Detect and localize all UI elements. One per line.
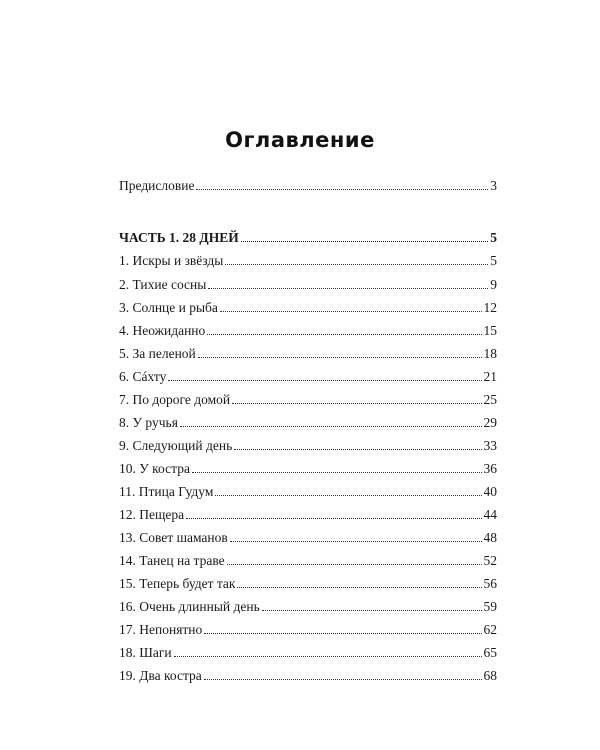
dot-leader [232,403,481,404]
toc-entry-label: 5. За пеленой [119,346,196,361]
dot-leader [168,380,481,381]
toc-entry-page-number: 56 [483,576,497,591]
toc-entry [119,528,497,546]
toc-entry-label: 15. Теперь будет так [119,576,236,591]
toc-entry [119,251,497,269]
dot-leader [225,264,488,265]
toc-entry-label: 4. Неожиданно [119,323,206,338]
toc-entry-page-number: 5 [490,253,497,268]
toc-entry-page-number: 65 [483,645,497,660]
page-title: Оглавление [225,128,375,152]
dot-leader [227,564,482,565]
dot-leader [208,288,488,289]
dot-leader [220,311,482,312]
toc-entry [119,666,497,684]
toc-entry-page-number: 68 [483,668,497,683]
toc-entry [119,321,497,339]
toc-entry [119,597,497,615]
dot-leader [186,518,481,519]
toc-entry-page-number: 52 [483,553,497,568]
toc-entry-label: 8. У ручья [119,415,178,430]
toc-entry-label: 17. Непонятно [119,622,203,637]
dot-leader [196,189,488,190]
dot-leader [204,679,482,680]
toc-entry [119,344,497,362]
toc-entry-page-number: 48 [483,530,497,545]
dot-leader [204,633,481,634]
dot-leader [230,541,482,542]
toc-entry [119,551,497,569]
toc-entry-label: ЧАСТЬ 1. 28 ДНЕЙ [119,230,239,245]
dot-leader [262,610,482,611]
dot-leader [192,472,482,473]
toc-entry-label: 3. Солнце и рыба [119,300,218,315]
toc-entry [119,436,497,454]
dot-leader [237,587,481,588]
dot-leader [174,656,482,657]
toc-entry [119,390,497,408]
toc-part-heading [119,228,497,246]
toc-entry [119,459,497,477]
toc-entry-label: 2. Тихие сосны [119,277,207,292]
toc-entry [119,643,497,661]
toc-entry [119,176,497,194]
dot-leader [198,357,482,358]
toc-entry-label: 12. Пещера [119,507,185,522]
toc-entry-label: 14. Танец на траве [119,553,225,568]
toc-entry-page-number: 33 [483,438,497,453]
toc-entry-page-number: 5 [490,230,497,245]
toc-entry-label: 11. Птица Гудум [119,484,214,499]
dot-leader [234,449,481,450]
dot-leader [207,334,481,335]
toc-entry-label: 6. Сáхту [119,369,167,384]
toc-entry-page-number: 59 [483,599,497,614]
toc-entry-page-number: 21 [483,369,497,384]
toc-entry-label: 9. Следующий день [119,438,233,453]
toc-entry [119,367,497,385]
toc-entry-label: Предисловие [119,178,195,193]
toc-entry-label: 18. Шаги [119,645,172,660]
toc-entry-page-number: 3 [490,178,497,193]
toc-entry-label: 19. Два костра [119,668,202,683]
toc-entry-page-number: 25 [483,392,497,407]
toc-entry-page-number: 36 [483,461,497,476]
toc-entry-label: 1. Искры и звёзды [119,253,224,268]
toc-entry [119,574,497,592]
toc-entry [119,482,497,500]
toc-entry-page-number: 29 [483,415,497,430]
toc-entry-page-number: 9 [490,277,497,292]
dot-leader [241,241,489,242]
toc-entry-label: 7. По дороге домой [119,392,231,407]
dot-leader [215,495,481,496]
toc-entry-page-number: 12 [483,300,497,315]
toc-entry-label: 10. У костра [119,461,190,476]
toc-entry-label: 16. Очень длинный день [119,599,260,614]
toc-entry [119,413,497,431]
toc-entry-page-number: 18 [483,346,497,361]
toc-entry-page-number: 62 [483,622,497,637]
toc-entry-page-number: 15 [483,323,497,338]
toc-entry-label: 13. Совет шаманов [119,530,228,545]
dot-leader [180,426,482,427]
toc-entry-page-number: 44 [483,507,497,522]
toc-entry-page-number: 40 [483,484,497,499]
toc-entry [119,505,497,523]
toc-entry [119,298,497,316]
toc-entry [119,620,497,638]
toc-entry [119,275,497,293]
